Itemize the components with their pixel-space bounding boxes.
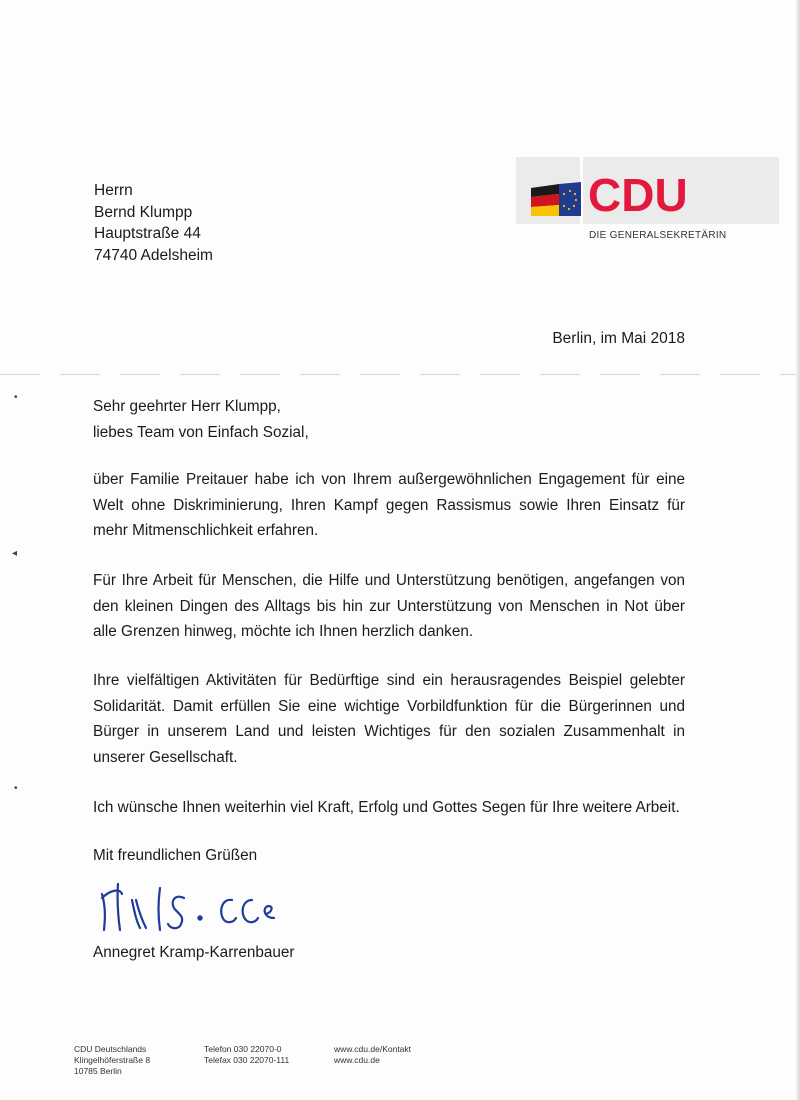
footer-org: CDU Deutschlands	[74, 1044, 147, 1054]
paragraph-4: Ich wünsche Ihnen weiterhin viel Kraft, Erfolg und Gottes Segen für Ihre weitere Arbeit.	[93, 799, 680, 816]
footer-city: 10785 Berlin	[74, 1066, 122, 1076]
logo-subtitle: DIE GENERALSEKRETÄRIN	[589, 230, 727, 241]
footer-phone: Telefon 030 22070-0	[204, 1044, 282, 1054]
address-street: Hauptstraße 44	[94, 225, 201, 242]
scan-edge	[796, 0, 800, 1100]
signer-name: Annegret Kramp-Karrenbauer	[93, 944, 295, 961]
letter-date: Berlin, im Mai 2018	[552, 330, 685, 347]
cdu-logo-text: CDU	[588, 169, 688, 221]
closing: Mit freundlichen Grüßen	[93, 847, 258, 864]
footer-fax: Telefax 030 22070-111	[204, 1055, 290, 1065]
recipient-address	[94, 180, 213, 266]
fold-line	[0, 374, 800, 375]
paragraph-3: Ihre vielfältigen Aktivitäten für Bedürftige sind ein herausragendes Beispiel gelebter Solidarität. Damit erfüllen Sie eine wichtige Vorbildfunktion für die Bürgerinnen und Bürger in unserem Land und leisten Wichtiges für den sozialen Zusammenhalt in unserer Gesellschaft.	[93, 672, 685, 766]
punch-mark: •	[14, 392, 18, 403]
paragraph-2: Für Ihre Arbeit für Menschen, die Hilfe und Unterstützung benötigen, angefangen von den kleinen Dingen des Alltags bis hin zur Unterstützung von Menschen in Not über alle Grenzen hinweg, möchte ich Ihnen herzlich danken.	[93, 572, 685, 640]
fold-mark-icon: ◂	[12, 548, 18, 559]
greeting	[93, 394, 685, 445]
flag-icon	[531, 182, 581, 216]
footer-web-block	[334, 1044, 411, 1066]
punch-mark: •	[14, 783, 18, 794]
footer-web-link[interactable]: www.cdu.de	[334, 1055, 380, 1065]
address-city: 74740 Adelsheim	[94, 246, 213, 264]
footer-address	[74, 1044, 150, 1077]
footer-phone-block	[204, 1044, 289, 1066]
footer-street: Klingelhöferstraße 8	[74, 1055, 151, 1065]
address-name: Bernd Klumpp	[94, 203, 193, 221]
footer-web-contact-link[interactable]: www.cdu.de/Kontakt	[334, 1044, 412, 1054]
handwritten-signature	[96, 878, 326, 938]
greeting-line-2: liebes Team von Einfach Sozial,	[93, 423, 309, 441]
address-salutation: Herrn	[94, 182, 133, 199]
greeting-line-1: Sehr geehrter Herr Klumpp,	[93, 398, 281, 415]
paragraph-1: über Familie Preitauer habe ich von Ihrem außergewöhnlichen Engagement für eine Welt ohne Diskriminierung, Ihren Kampf gegen Rassismus sowie Ihren Einsatz für mehr Mitmenschlichkeit erfahren.	[93, 471, 685, 539]
